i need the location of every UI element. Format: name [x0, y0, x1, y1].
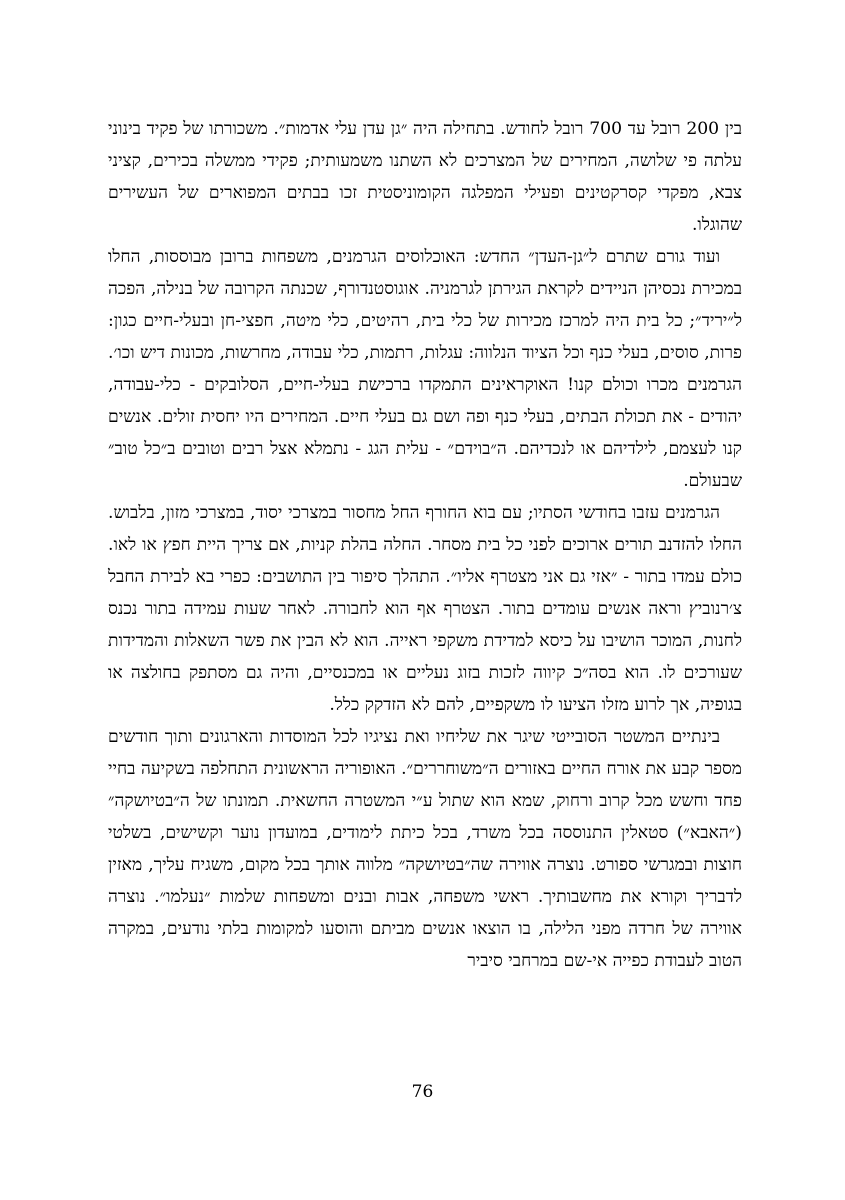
- paragraph-3: הגרמנים עזבו בחודשי הסתיו; עם בוא החורף החל מחסור במצרכי יסוד, במצרכי מזון, בלבוש. החלו להזדנב תורים ארוכים לפני כל בית מסחר. החלה בהלת קניות, אם צריך היית חפץ או לאו. כולם עמדו בתור - ״אזי גם אני מצטרף אליו״. התהלך סיפור בין התושבים: כפרי בא לבירת החבל צ׳רנוביץ וראה אנשים עומדים בתור. הצטרף אף הוא לחבורה. לאחר שעות עמידה בתור נכנס לחנות, המוכר הושיבו על כיסא למדידת משקפי ראייה. הוא לא הבין את פשר השאלות והמדידות שעורכים לו. הוא בסה״כ קיווה לזכות בזוג נעליים או במכנסיים, והיה גם מסתפק בחולצה או בגופיה, אך לרוע מזלו הציעו לו משקפיים, להם לא הזדקק כלל.: [108, 503, 743, 715]
- paragraph-4: בינתיים המשטר הסובייטי שיגר את שליחיו ואת נציגיו לכל המוסדות והארגונים ותוך חודשים מספר קבע את אורח החיים באזורים ה״משוחררים״. האופוריה הראשונית התחלפה בשקיעה בחיי פחד וחשש מכל קרוב ורחוק, שמא הוא שתול ע״י המשטרה החשאית. תמונתו של ה״בטיושקה״ (״האבא״) סטאלין התנוססה בכל משרד, בכל כיתת לימודים, במועדון נוער וקשישים, בשלטי חוצות ובמגרשי ספורט. נוצרה אווירה שה״בטיושקה״ מלווה אותך בכל מקום, משגיח עליך, מאזין לדבריך וקורא את מחשבותיך. ראשי משפחה, אבות ובנים ומשפחות שלמות ״נעלמו״. נוצרה אווירה של חרדה מפני הלילה, בו הוצאו אנשים מביתם והוסעו למקומות בלתי נודעים, במקרה הטוב לעבודת כפייה אי-שם במרחבי סיביר: [108, 727, 742, 971]
- body-text: [108, 113, 742, 977]
- paragraph-2: ועוד גורם שתרם ל״גן-העדן״ החדש: האוכלוסים הגרמנים, משפחות ברובן מבוססות, החלו במכירת נכסיהן הניידים לקראת הגירתן לגרמניה. אוגוסטנדורף, שכנתה הקרובה של בנילה, הפכה ל״יריד״; כל בית היה למרכז מכירות של כלי בית, רהיטים, כלי מיטה, חפצי-חן ובעלי-חיים כגון: פרות, סוסים, בעלי כנף וכל הציוד הנלווה: עגלות, רתמות, כלי עבודה, מחרשות, מכונות דיש וכו׳. הגרמנים מכרו וכולם קנו! האוקראינים התמקדו ברכישת בעלי-חיים, הסלובקים - כלי-עבודה, יהודים - את תכולת הבתים, בעלי כנף ופה ושם גם בעלי חיים. המחירים היו יחסית זולים. אנשים קנו לעצמם, לילדיהם או לנכדיהם. ה״בוידם״ - עלית הגג - נתמלא אצל רבים וטובים ב״כל טוב״ שבעולם.: [108, 247, 742, 491]
- page-number: 76: [411, 1082, 434, 1102]
- paragraph-1: בין 200 רובל עד 700 רובל לחודש. בתחילה היה ״גן עדן עלי אדמות״. משכורתו של פקיד בינוני עלתה פי שלושה, המחירים של המצרכים לא השתנו משמעותית; פקידי ממשלה בכירים, קציני צבא, מפקדי קסרקטינים ופעילי המפלגה הקומוניסטית זכו בבתים המפוארים של העשירים שהוגלו.: [108, 119, 743, 235]
